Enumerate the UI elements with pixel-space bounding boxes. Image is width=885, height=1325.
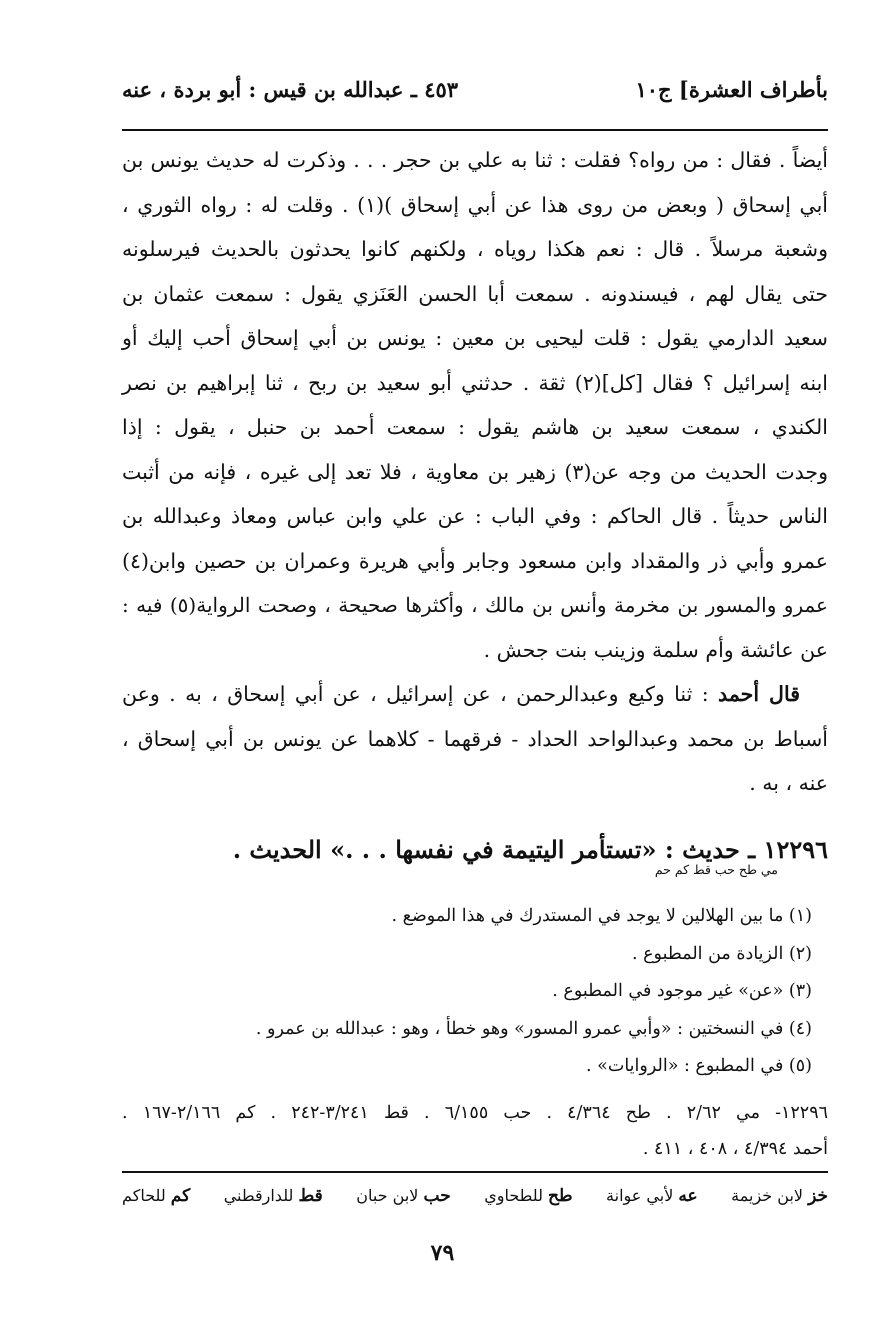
text-line: وجدت الحديث من وجه عن(٣) زهير بن معاوية ، فلا تعد إلى غيره ، فإنه من أثبت (122, 459, 829, 484)
main-text (122, 138, 828, 806)
text-line: وشعبة مرسلاً . قال : نعم هكذا روياه ، ولكنهم كانوا يحدثون بالحديث فيرسلونه (122, 237, 828, 261)
legend-desc: لابن حبان (356, 1186, 419, 1205)
text-line: الناس حديثاً . قال الحاكم : وفي الباب : عن علي وابن عباس ومعاذ وعبدالله بن (122, 504, 828, 528)
legend-item (731, 1186, 828, 1216)
legend-abbr: طح (548, 1186, 573, 1206)
source-references (122, 1095, 828, 1167)
legend-desc: لأبي عوانة (606, 1186, 674, 1205)
legend-desc: للطحاوي (484, 1186, 543, 1205)
legend-item (606, 1186, 698, 1216)
hadith-number: ١٢٢٩٦ (763, 835, 828, 864)
hadith-entry (122, 832, 828, 884)
footnote: (٢) الزيادة من المطبوع . (631, 943, 812, 964)
footnote: (٤) في النسختين : «وأبي عمرو المسور» وهو خطأ ، وهو : عبدالله بن عمرو . (255, 1018, 812, 1039)
text-line: سعيد الدارمي يقول : قلت ليحيى بن معين : يونس بن أبي إسحاق أحب إليك أو (122, 326, 828, 350)
running-header (122, 76, 828, 116)
reference-line: ١٢٢٩٦- مي ٢/٦٢ . طح ٤/٣٦٤ . حب ٦/١٥٥ . قط ٣/٢٤١-٢٤٢ . كم ٢/١٦٦-١٦٧ . (122, 1103, 828, 1123)
text-line: أبي إسحاق ( وبعض من روى هذا عن أبي إسحاق )(١) . وقلت له : رواه الثوري ، (122, 192, 828, 217)
speaker-name: قال أحمد (718, 682, 800, 706)
hadith-source-sigla: مي طح حب قط كم حم (654, 862, 778, 877)
legend-abbr: كم (170, 1186, 191, 1206)
legend-desc: للحاكم (122, 1186, 166, 1205)
page-number: ٧٩ (430, 1240, 455, 1266)
footnote: (٣) «عن» غير موجود في المطبوع . (552, 981, 812, 1001)
reference-line: أحمد ٤/٣٩٤ ، ٤٠٨ ، ٤١١ . (642, 1139, 828, 1159)
legend-abbr: حب (423, 1186, 451, 1206)
legend-item (224, 1186, 323, 1216)
legend-item (484, 1186, 572, 1216)
text-line: عمرو والمسور بن مخرمة وأنس بن مالك ، وأكثرها صحيحة ، وصحت الرواية(٥) فيه : (122, 593, 828, 617)
abbreviation-legend (122, 1186, 828, 1216)
footnote: (١) ما بين الهلالين لا يوجد في المستدرك في هذا الموضع . (391, 906, 812, 926)
footer-divider (122, 1171, 828, 1173)
legend-abbr: قط (298, 1186, 323, 1206)
text-line: ابنه إسرائيل ؟ فقال [كل](٢) ثقة . حدثني أبو سعيد بن ربح ، ثنا إبراهيم بن نصر (122, 370, 828, 395)
text-line: عمرو وأبي ذر والمقداد وابن مسعود وجابر وأبي هريرة وعمران بن حصين وابن(٤) (122, 548, 828, 573)
legend-abbr: عه (678, 1186, 698, 1206)
text-line: أسباط بن محمد وعبدالواحد الحداد - فرقهما - كلاهما عن يونس بن أبي إسحاق ، (122, 726, 828, 751)
hadith-text: ـ حديث : «تستأمر اليتيمة في نفسها . . .» الحديث . (232, 835, 764, 864)
footnotes (122, 898, 828, 1086)
legend-desc: لابن خزيمة (731, 1186, 804, 1205)
text-line: حتى يقال لهم ، فيسندونه . سمعت أبا الحسن العَنَزي يقول : سمعت عثمان بن (122, 281, 828, 306)
legend-desc: للدارقطني (223, 1186, 294, 1205)
header-volume-title: بأطراف العشرة] ج١٠ (635, 77, 828, 102)
text-line (122, 672, 828, 717)
legend-item (122, 1186, 190, 1216)
text-line: الكندي ، سمعت سعيد بن هاشم يقول : سمعت أحمد بن حنبل ، يقول : إذا (122, 415, 828, 439)
text-segment: : ثنا وكيع وعبدالرحمن ، عن إسرائيل ، عن أبي إسحاق ، به . وعن (122, 682, 719, 706)
text-line: عنه ، به . (749, 771, 828, 795)
legend-abbr: خز (808, 1186, 828, 1206)
footnote: (٥) في المطبوع : «الروايات» . (586, 1056, 812, 1076)
header-divider (122, 129, 828, 131)
header-chapter-title: ٤٥٣ ـ عبدالله بن قيس : أبو بردة ، عنه (122, 77, 459, 102)
legend-item (356, 1186, 450, 1216)
text-line: أيضاً . فقال : من رواه؟ فقلت : ثنا به علي بن حجر . . . وذكرت له حديث يونس بن (122, 148, 828, 172)
text-line: عن عائشة وأم سلمة وزينب بنت جحش . (483, 637, 828, 662)
